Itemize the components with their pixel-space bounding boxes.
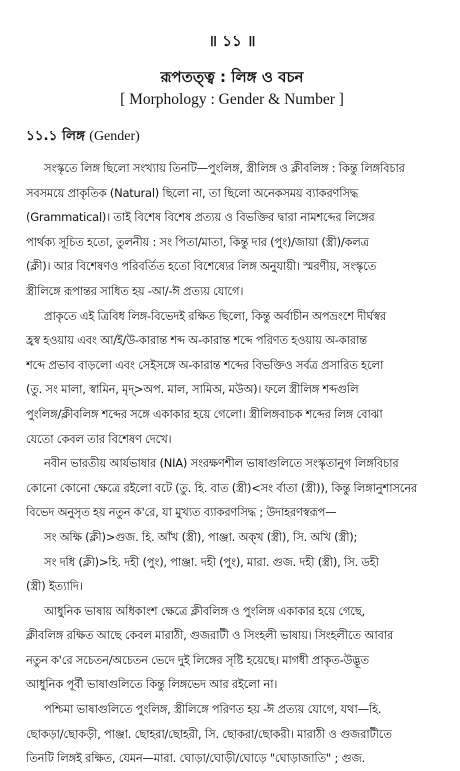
- section-number-title: ১১.১ লিঙ্গ: [26, 128, 85, 144]
- chapter-number: ॥ ১১ ॥: [208, 32, 256, 50]
- text-line: তিনটি লিঙ্গই রক্ষিত, যেমন—মারা. ঘোড়া/ঘোড়ী/ঘোড়ে "ঘোড়াজাতি" ; গুজ.: [26, 751, 365, 766]
- text-line: কোনো কোনো ক্ষেত্রে রইলো বটে (তু. হি. বাত (স্ত্রী)<সং র্বাতা (স্ত্রী)), কিন্তু লিঙ্গানুশাসনের: [26, 480, 418, 495]
- body-text: [26, 156, 438, 771]
- text-line: হ্রস্ব হওয়ায় এবং আ/ই/উ-কারান্ত শব্দ অ-কারান্ত শব্দে পরিণত হওয়ায় অ-কারান্ত: [26, 333, 367, 348]
- text-line: আধুনিক পূর্বী ভাষাগুলিতে কিন্তু লিঙ্গভেদ আর রইলো না।: [26, 677, 278, 692]
- text-line: নতুন ক'রে সচেতন/অচেতন ভেদে দুই লিঙ্গের সৃষ্টি হয়েছে। মাগধী প্রাকৃত-উদ্ভূত: [26, 652, 369, 667]
- text-line: যেতো কেবল তার বিশেষণ দেখে।: [26, 431, 172, 446]
- text-line: সবসময়ে প্রাকৃতিক (Natural) ছিলো না, তা ছিলো অনেকসময় ব্যাকরণসিদ্ধ: [26, 185, 359, 200]
- text-line: পশ্চিমা ভাষাগুলিতে পুংলিঙ্গ, স্ত্রীলিঙ্গে পরিণত হয় -ঈ প্রত্যয় যোগে, যথা—হি.: [44, 702, 382, 717]
- text-line: সং দধি (ক্লী)>হি. দহী (পুং), পাঞ্জা. দহী (পুং), মারা. গুজ. দহী (স্ত্রী), সি. ডহী: [44, 554, 379, 569]
- chapter-subtitle: [ Morphology : Gender & Number ]: [120, 91, 344, 108]
- text-line: (ক্লী)। আর বিশেষণও পরিবর্তিত হতো বিশেষ্যের লিঙ্গ অনুযায়ী। স্মরণীয়, সংস্কৃতে: [26, 259, 377, 274]
- text-line: ক্লীবলিঙ্গ রক্ষিত আছে কেবল মারাঠী, গুজরাটী ও সিংহলী ভাষায়। সিংহলীতে আবার: [26, 628, 394, 643]
- text-line: প্রাকৃতে এই ত্রিবিধ লিঙ্গ-বিভেদই রক্ষিত ছিলো, কিন্তু অর্বাচীন অপভ্রংশে দীর্ঘস্বর: [44, 308, 386, 323]
- text-line: সং অক্ষি (ক্লী)>গুজ. হি. আঁখ (স্ত্রী), পাঞ্জা. অক্‌খ (স্ত্রী), সি. অখি (স্ত্রী);: [44, 529, 358, 544]
- text-line: পুংলিঙ্গ/ক্লীবলিঙ্গ শব্দের সঙ্গে একাকার হয়ে গেলো। স্ত্রীলিঙ্গবাচক শব্দের লিঙ্গ বোঝা: [26, 406, 383, 421]
- text-line: (Grammatical)। তাই বিশেষ বিশেষ প্রত্যয় ও বিভক্তির দ্বারা নামশব্দের লিঙ্গের: [26, 210, 375, 225]
- text-line: স্ত্রীলিঙ্গে রূপান্তর সাধিত হয় -আ/-ঈ প্রত্যয় যোগে।: [26, 283, 244, 298]
- text-line: আধুনিক ভাষায় অধিকাংশ ক্ষেত্রে ক্লীবলিঙ্গ ও পুংলিঙ্গ একাকার হয়ে গেছে,: [44, 603, 366, 618]
- text-line: ছোকড়া/ছোকড়ী, পাঞ্জা. ছোহরা/ছোহরী, সি. ছোকরা/ছোকরী। মারাঠী ও গুজরাটীতে: [26, 726, 392, 741]
- chapter-title: রূপতত্ত্ব : লিঙ্গ ও বচন: [160, 68, 304, 86]
- text-line: শব্দে প্রভাব বাড়লো এবং সেইসঙ্গে অ-কারান্ত শব্দের বিভক্তিও সর্বত্র প্রসারিত হলো: [26, 357, 384, 372]
- section-english-title: (Gender): [89, 129, 140, 144]
- text-line: (তু. সং মালা, স্বামিন, মৃদ্>অপ. মাল, সামিঅ, মউঅ)। ফলে স্ত্রীলিঙ্গ শব্দগুলি: [26, 382, 359, 397]
- text-line: বিভেদ অনুসৃত হয় নতুন ক'রে, যা মুখ্যত ব্যাকরণসিদ্ধ ; উদাহরণস্বরূপ—: [26, 505, 337, 520]
- section-heading: [26, 126, 438, 146]
- text-line: পার্থক্য সূচিত হতো, তুলনীয় : সং পিতা/মাতা, কিন্তু দার (পুং)/জায়া (স্ত্রী)/কলত্র: [26, 234, 369, 249]
- text-line: সংস্কৃতে লিঙ্গ ছিলো সংখ্যায় তিনটি—পুংলিঙ্গ, স্ত্রীলিঙ্গ ও ক্লীবলিঙ্গ : কিন্তু লিঙ্গবিচার: [44, 161, 405, 175]
- text-line: (স্ত্রী) ইত্যাদি।: [26, 579, 83, 594]
- text-line: নবীন ভারতীয় আর্যভাষার (NIA) সংরক্ষণশীল ভাষাগুলিতে সংস্কৃতানুগ লিঙ্গবিচার: [44, 456, 399, 471]
